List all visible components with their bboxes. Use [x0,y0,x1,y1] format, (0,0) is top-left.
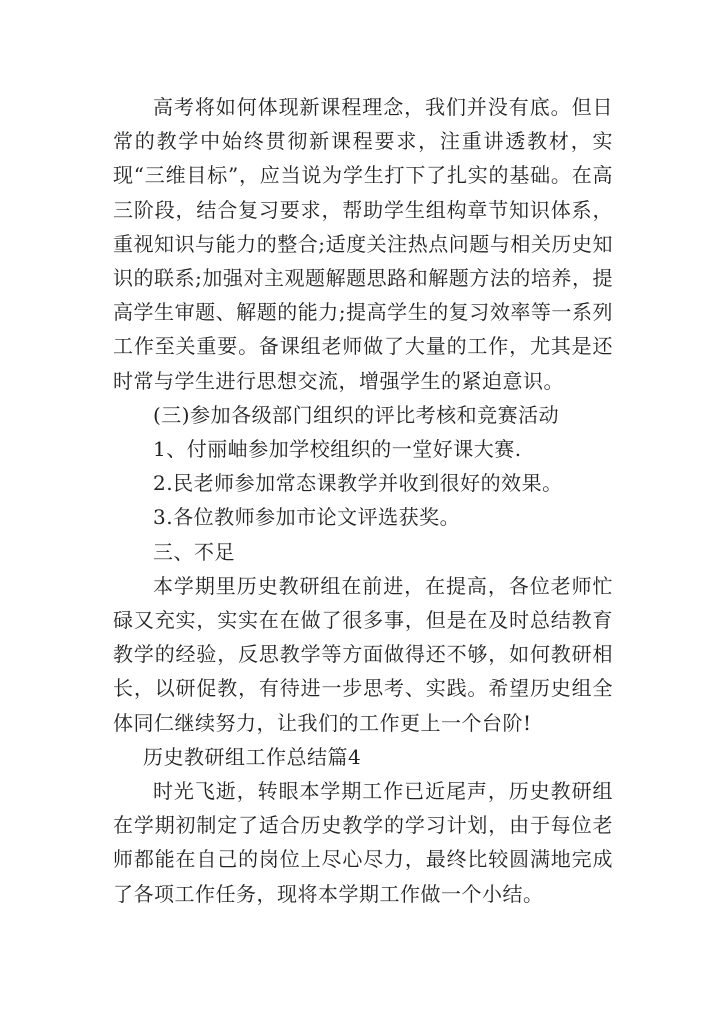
list-item-award-3: 3.各位教师参加市论文评选获奖。 [153,505,461,530]
paragraph-part-4-intro: 时光飞逝，转眼本学期工作已近尾声，历史教研组在学期初制定了适合历史教学的学习计划，由于每位老师都能在自己的岗位上尽心尽力，最终比较圆满地完成了各项工作任务，现将本学期工作做一个小结。 [113,779,613,906]
section-heading-competitions: (三)参加各级部门组织的评比考核和竞赛活动 [153,402,560,427]
document-body [113,90,613,911]
list-item-award-2: 2.民老师参加常态课教学并收到很好的效果。 [153,471,563,496]
list-item-award-1: 1、付丽岫参加学校组织的一堂好课大赛. [153,437,522,462]
section-heading-shortcomings: 三、不足 [153,539,235,564]
article-title-part-4: 历史教研组工作总结篇4 [143,744,362,769]
paragraph-review-strategy: 高考将如何体现新课程理念，我们并没有底。但日常的教学中始终贯彻新课程要求，注重讲透教材，实现“三维目标”，应当说为学生打下了扎实的基础。在高三阶段，结合复习要求，帮助学生组构章节知识体系，重视知识与能力的整合;适度关注热点问题与相关历史知识的联系;加强对主观题解题思路和解题方法的培养，提高学生审题、解题的能力;提高学生的复习效率等一系列工作至关重要。备课组老师做了大量的工作，尤其是还时常与学生进行思想交流，增强学生的紧迫意识。 [113,95,613,393]
paragraph-shortcomings: 本学期里历史教研组在前进，在提高，各位老师忙碌又充实，实实在在做了很多事，但是在及时总结教育教学的经验，反思教学等方面做得还不够，如何教研相长，以研促教，有待进一步思考、实践。希望历史组全体同仁继续努力，让我们的工作更上一个台阶! [113,573,613,735]
